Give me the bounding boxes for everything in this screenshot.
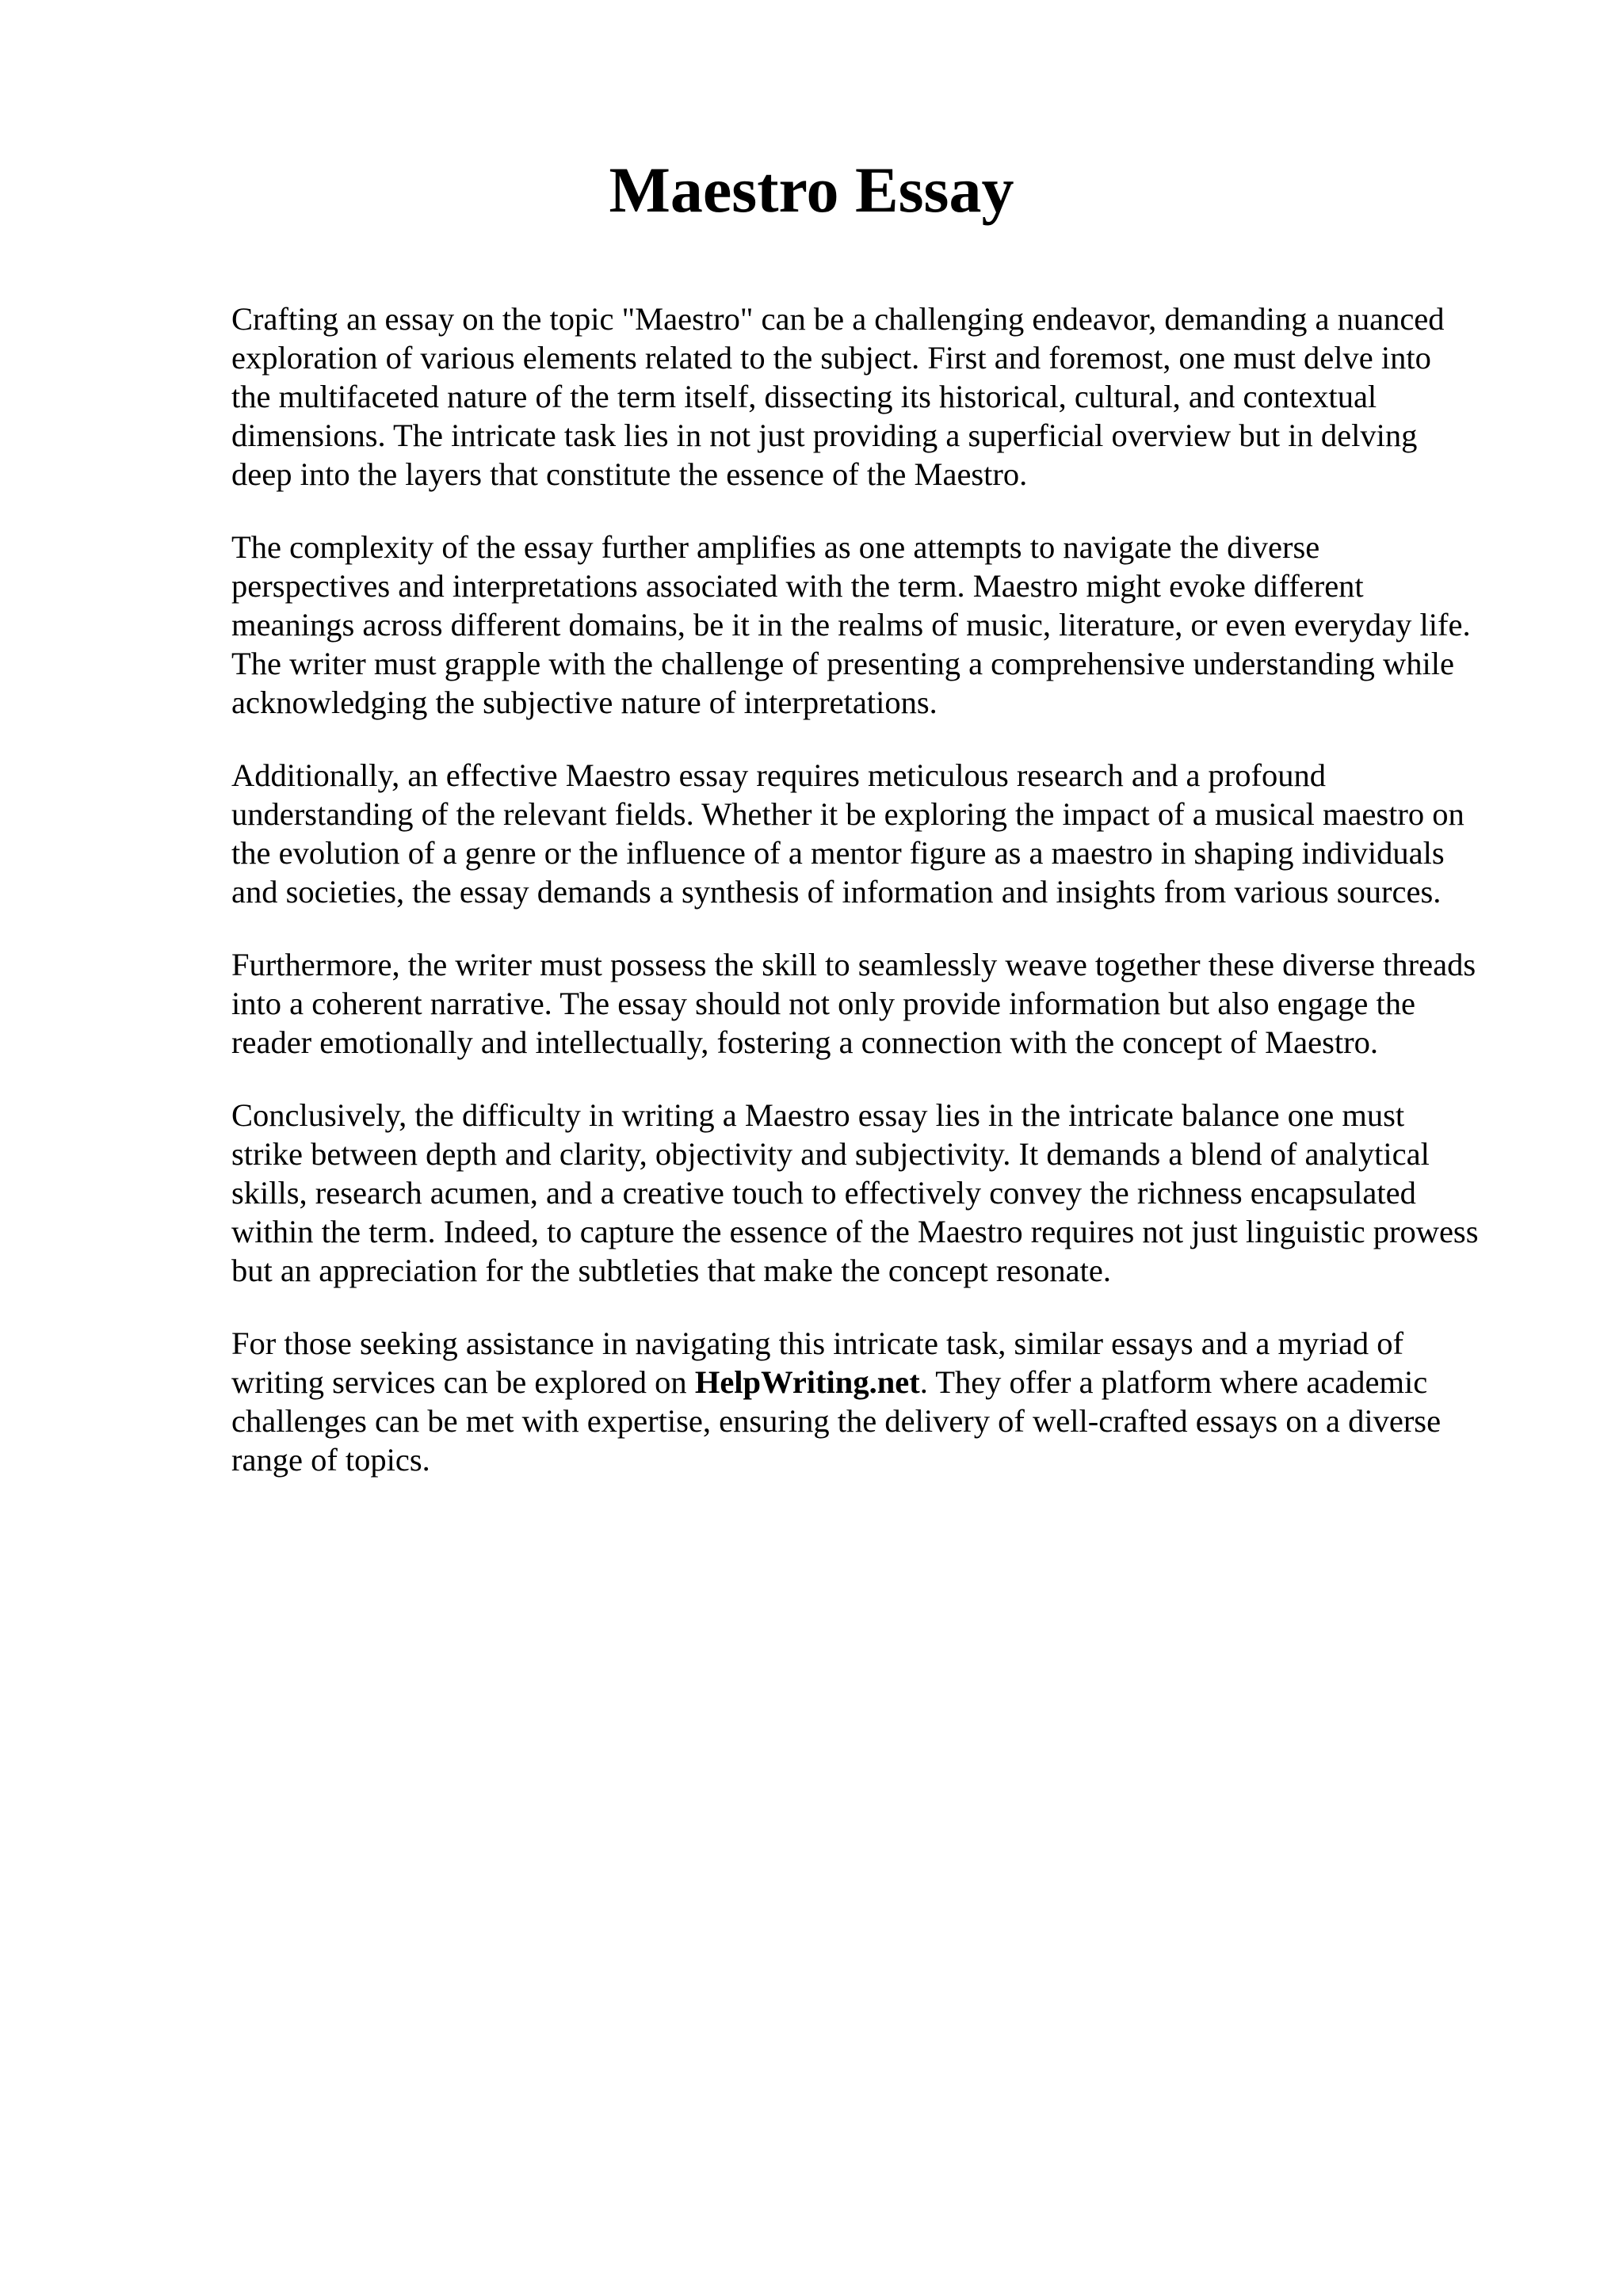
text-line: skills, research acumen, and a creative touch to effectively convey the richness encapsulated [231,1175,1416,1211]
text-line: deep into the layers that constitute the essence of the Maestro. [231,456,1028,492]
text-line: but an appreciation for the subtleties that make the concept resonate. [231,1253,1111,1288]
paragraph-5 [231,1096,1531,1290]
text-line: dimensions. The intricate task lies in not just providing a superficial overview but in delving [231,418,1418,453]
paragraph-4 [231,945,1531,1062]
text-segment: writing services can be explored on [231,1364,695,1400]
text-line: Crafting an essay on the topic "Maestro" can be a challenging endeavor, demanding a nuanced [231,301,1445,337]
text-line: and societies, the essay demands a synthesis of information and insights from various sources. [231,874,1442,910]
closing-paragraph [231,1324,1531,1479]
text-line: perspectives and interpretations associated with the term. Maestro might evoke different [231,568,1364,604]
text-line: strike between depth and clarity, objectivity and subjectivity. It demands a blend of analytical [231,1136,1430,1172]
text-line: within the term. Indeed, to capture the essence of the Maestro requires not just linguistic prowess [231,1214,1479,1249]
text-line: Additionally, an effective Maestro essay requires meticulous research and a profound [231,757,1327,793]
text-segment: . They offer a platform where academic [919,1364,1428,1400]
text-line: range of topics. [231,1442,430,1478]
page-title: Maestro Essay [609,154,1014,226]
text-line-with-link [231,1363,1531,1402]
paragraph-2 [231,528,1531,722]
text-line: reader emotionally and intellectually, fostering a connection with the concept of Maestro. [231,1024,1378,1060]
text-line: acknowledging the subjective nature of interpretations. [231,685,938,720]
text-line: The complexity of the essay further amplifies as one attempts to navigate the diverse [231,529,1320,565]
text-line: understanding of the relevant fields. Whether it be exploring the impact of a musical maestro on [231,796,1465,832]
text-line: the evolution of a genre or the influence of a mentor figure as a maestro in shaping individuals [231,835,1445,871]
helpwriting-link[interactable]: HelpWriting.net [694,1364,920,1400]
text-line: exploration of various elements related to the subject. First and foremost, one must delve into [231,340,1431,376]
text-line: challenges can be met with expertise, ensuring the delivery of well-crafted essays on a diverse [231,1403,1442,1439]
paragraph-1 [231,299,1531,494]
text-line: the multifaceted nature of the term itself, dissecting its historical, cultural, and contextual [231,379,1377,414]
text-line: The writer must grapple with the challenge of presenting a comprehensive understanding while [231,646,1455,681]
paragraph-3 [231,756,1531,911]
text-line: into a coherent narrative. The essay should not only provide information but also engage the [231,986,1415,1021]
text-line: Furthermore, the writer must possess the skill to seamlessly weave together these diverse threads [231,947,1476,982]
text-line: For those seeking assistance in navigating this intricate task, similar essays and a myriad of [231,1325,1404,1361]
text-line: Conclusively, the difficulty in writing a Maestro essay lies in the intricate balance one must [231,1097,1405,1133]
text-line: meanings across different domains, be it in the realms of music, literature, or even everyday life. [231,607,1471,643]
essay-body [231,299,1531,1513]
